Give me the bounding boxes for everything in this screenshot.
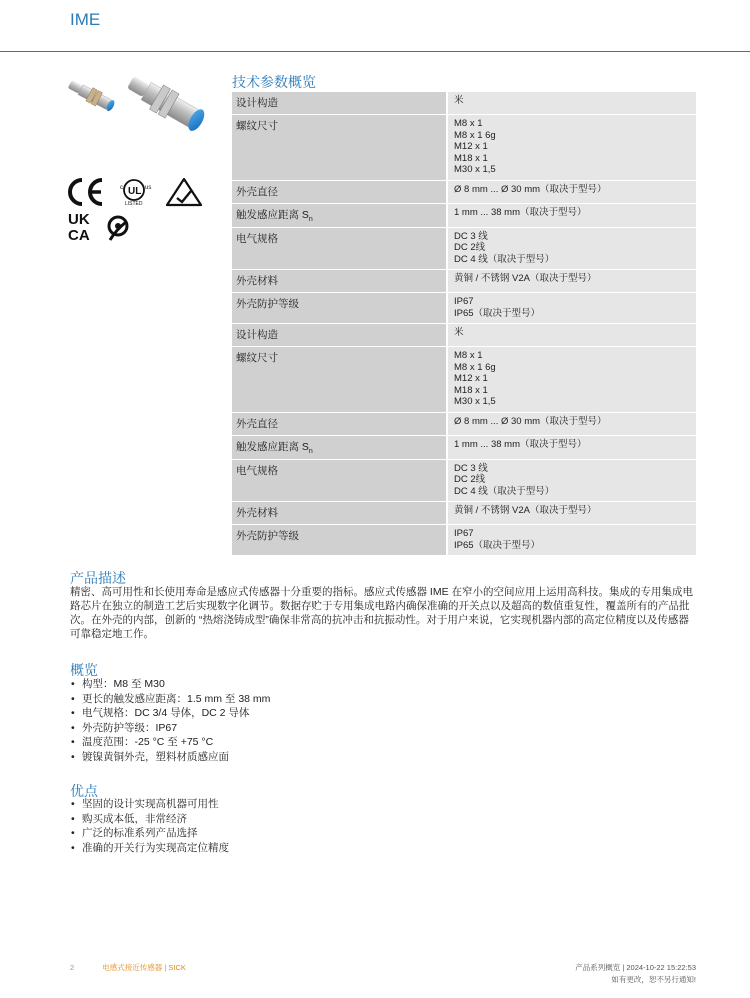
spec-key: 设计构造 <box>232 92 448 115</box>
list-item: • 广泛的标准系列产品选择 <box>70 826 229 841</box>
footer-left <box>70 962 186 973</box>
rcm-mark-icon <box>167 179 201 205</box>
ecolab-mark-icon <box>109 217 127 240</box>
header-divider <box>0 51 750 52</box>
list-item: • 更长的触发感应距离：1.5 mm 至 38 mm <box>70 692 270 707</box>
table-row <box>232 347 696 413</box>
footer-right <box>575 962 696 986</box>
ukca-mark-icon <box>68 211 90 244</box>
spec-value: 黄铜 / 不锈钢 V2A（取决于型号） <box>448 270 696 293</box>
svg-text:UL: UL <box>128 186 142 197</box>
footer-disclaimer: 如有更改，恕不另行通知! <box>611 975 696 984</box>
spec-value: Ø 8 mm ... Ø 30 mm（取决于型号） <box>448 181 696 204</box>
spec-key: 螺纹尺寸 <box>232 347 448 413</box>
svg-text:us: us <box>145 185 152 191</box>
spec-value: 黄铜 / 不锈钢 V2A（取决于型号） <box>448 502 696 525</box>
table-row <box>232 324 696 347</box>
overview-title: 概览 <box>70 662 98 678</box>
list-item: • 坚固的设计实现高机器可用性 <box>70 797 229 812</box>
spec-key: 外壳材料 <box>232 270 448 293</box>
product-description-title: 产品描述 <box>70 570 126 586</box>
table-row <box>232 413 696 436</box>
spec-value: M8 x 1 M8 x 1 6g M12 x 1 M18 x 1 M30 x 1,5 <box>448 347 696 413</box>
spec-key: 外壳直径 <box>232 181 448 204</box>
page-number: 2 <box>70 963 75 972</box>
advantages-list <box>70 797 229 855</box>
tech-specs-table <box>232 92 696 556</box>
table-row <box>232 181 696 204</box>
spec-value: 米 <box>448 92 696 115</box>
spec-value: 1 mm ... 38 mm（取决于型号） <box>448 204 696 228</box>
svg-text:LISTED: LISTED <box>125 201 143 207</box>
spec-value: DC 3 线 DC 2线 DC 4 线（取决于型号） <box>448 460 696 503</box>
table-row <box>232 92 696 115</box>
svg-text:c: c <box>120 185 123 191</box>
spec-value: 米 <box>448 324 696 347</box>
list-item: • 外壳防护等级：IP67 <box>70 721 270 736</box>
table-row <box>232 204 696 228</box>
list-item: • 准确的开关行为实现高定位精度 <box>70 841 229 856</box>
spec-key: 触发感应距离 $S_n$ <box>232 204 448 228</box>
spec-key: 电气规格 <box>232 228 448 271</box>
spec-value: Ø 8 mm ... Ø 30 mm（取决于型号） <box>448 413 696 436</box>
spec-key: 外壳防护等级 <box>232 293 448 324</box>
inductive-sensor-image <box>66 72 216 167</box>
footer-date-line: 产品系列概览 | 2024-10-22 15:22:53 <box>575 963 696 972</box>
spec-value: IP67 IP65（取决于型号） <box>448 525 696 556</box>
table-row <box>232 228 696 271</box>
svg-text:CA: CA <box>68 227 90 244</box>
spec-key: 电气规格 <box>232 460 448 503</box>
list-item: • 购买成本低，非常经济 <box>70 812 229 827</box>
list-item: • 电气规格：DC 3/4 导体，DC 2 导体 <box>70 706 270 721</box>
spec-value: DC 3 线 DC 2线 DC 4 线（取决于型号） <box>448 228 696 271</box>
spec-key: 触发感应距离 $S_n$ <box>232 436 448 460</box>
table-row <box>232 502 696 525</box>
table-row <box>232 270 696 293</box>
product-description-text: 精密、高可用性和长使用寿命是感应式传感器十分重要的指标。感应式传感器 IME 在窄小的空间应用上运用高科技。集成的专用集成电路芯片在独立的制造工艺后实现数字化调节。数据存贮于专用集成电路内确保准确的开关点以及超高的数值重复性，覆盖所有的产品批次。在外壳的内部，创新的 “热熔浇铸成型”确保非常高的抗冲击和抗振动性。对于用户来说，它实现机器内部的高定位精度以及传感器可靠稳定地工作。 <box>70 586 693 640</box>
table-row <box>232 525 696 556</box>
spec-key: 设计构造 <box>232 324 448 347</box>
spec-key: 螺纹尺寸 <box>232 115 448 181</box>
footer-doc-title: 电感式接近传感器 | SICK <box>102 963 186 972</box>
ce-mark-icon <box>70 180 102 204</box>
page-header-title: IME <box>70 10 101 29</box>
list-item: • 构型：M8 至 M30 <box>70 677 270 692</box>
advantages-title: 优点 <box>70 783 98 799</box>
tech-overview-title: 技术参数概览 <box>232 74 316 90</box>
spec-value: 1 mm ... 38 mm（取决于型号） <box>448 436 696 460</box>
overview-list <box>70 677 270 764</box>
table-row <box>232 115 696 181</box>
spec-value: M8 x 1 M8 x 1 6g M12 x 1 M18 x 1 M30 x 1,5 <box>448 115 696 181</box>
spec-value: IP67 IP65（取决于型号） <box>448 293 696 324</box>
table-row <box>232 436 696 460</box>
table-row <box>232 293 696 324</box>
spec-key: 外壳材料 <box>232 502 448 525</box>
svg-text:UK: UK <box>68 211 90 228</box>
culus-listed-icon <box>120 180 151 207</box>
spec-key: 外壳防护等级 <box>232 525 448 556</box>
certification-marks <box>68 178 218 248</box>
table-row <box>232 460 696 503</box>
list-item: • 温度范围：-25 °C 至 +75 °C <box>70 735 270 750</box>
spec-key: 外壳直径 <box>232 413 448 436</box>
list-item: • 镀镍黄铜外壳，塑料材质感应面 <box>70 750 270 765</box>
